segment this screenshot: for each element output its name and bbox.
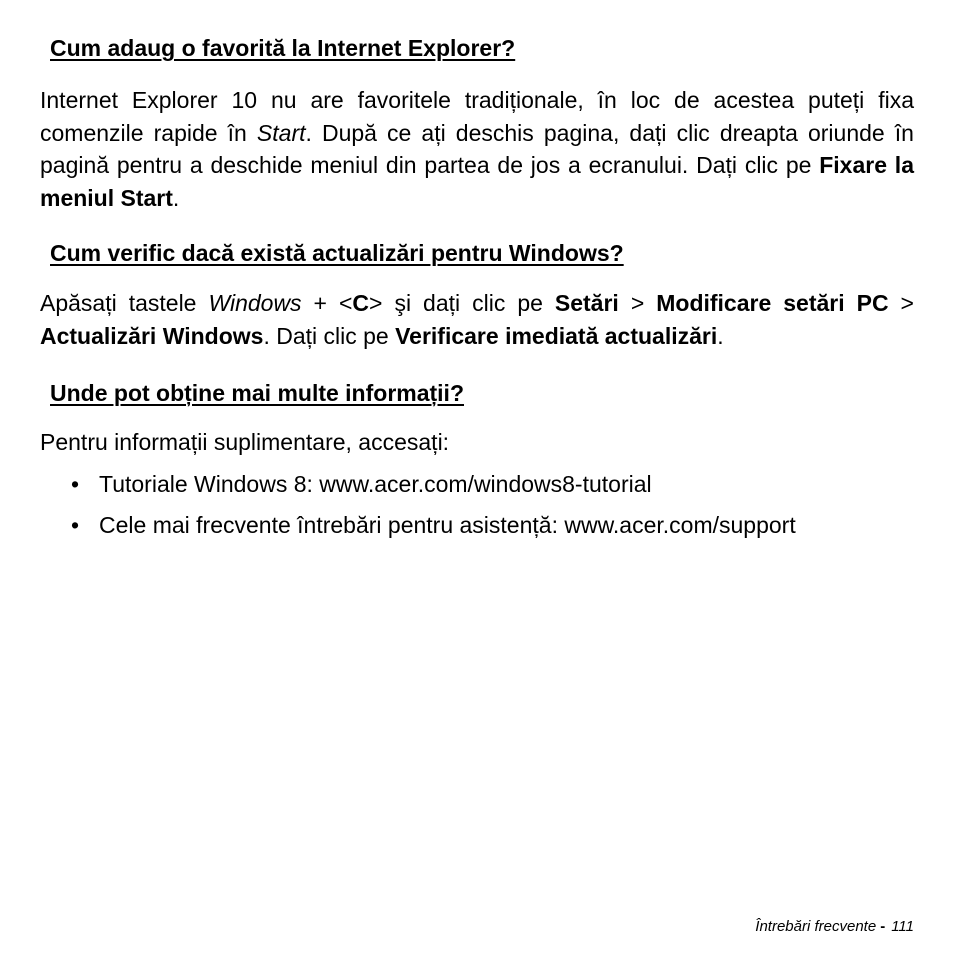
text-run: > [888, 290, 914, 316]
bold-text: Modificare setări PC [656, 290, 889, 316]
footer-title: Întrebări frecvente [755, 918, 877, 935]
heading-more-info: Unde pot obține mai multe informații? [50, 380, 464, 406]
text-run: > şi dați clic pe [369, 290, 555, 316]
text-run: Apăsați tastele [40, 290, 209, 316]
bold-text: Actualizări Windows [40, 322, 264, 349]
text-run: . [172, 184, 180, 211]
bold-text: Setări [554, 290, 619, 316]
text-run: Internet Explorer 10 nu are favoritele tradiționale, în loc de acestea puteți fixa comenzile rapide în [40, 87, 914, 146]
text-run: + < [301, 290, 353, 316]
bold-text: C [352, 290, 370, 316]
text-run: . [717, 322, 724, 349]
list-item [0, 509, 954, 550]
heading-add-favorite: Cum adaug o favorită la Internet Explorer? [50, 35, 516, 61]
paragraph-add-favorite [40, 84, 914, 214]
list-item [0, 468, 954, 509]
bold-text: Verificare imediată actualizări [395, 322, 718, 349]
text-run: > [618, 290, 657, 316]
italic-text: Windows [208, 290, 302, 316]
text-run: . După ce ați deschis pagina, dați clic dreapta oriunde în pagină pentru a deschide meniul din partea de jos a ecranului. Dați clic pe [40, 119, 914, 178]
italic-text: Start [256, 119, 306, 146]
bullet-dot: • [71, 471, 80, 497]
bold-text: Fixare la meniul Start [40, 152, 914, 211]
paragraph-check-updates [40, 287, 914, 352]
paragraph-more-info [40, 426, 914, 459]
bullet-dot: • [71, 512, 80, 538]
list-item-text: Tutoriale Windows 8: www.acer.com/windows8-tutorial [99, 471, 652, 497]
heading-check-updates: Cum verific dacă există actualizări pentru Windows? [50, 240, 624, 266]
page-footer [755, 917, 914, 937]
text-run: . Dați clic pe [263, 322, 396, 349]
text-run: Pentru informații suplimentare, accesați: [40, 429, 450, 455]
list-item-text: Cele mai frecvente întrebări pentru asistență: www.acer.com/support [99, 512, 796, 538]
bullet-list [0, 468, 954, 550]
page-number: 111 [891, 918, 914, 935]
footer-separator: - [880, 918, 886, 935]
